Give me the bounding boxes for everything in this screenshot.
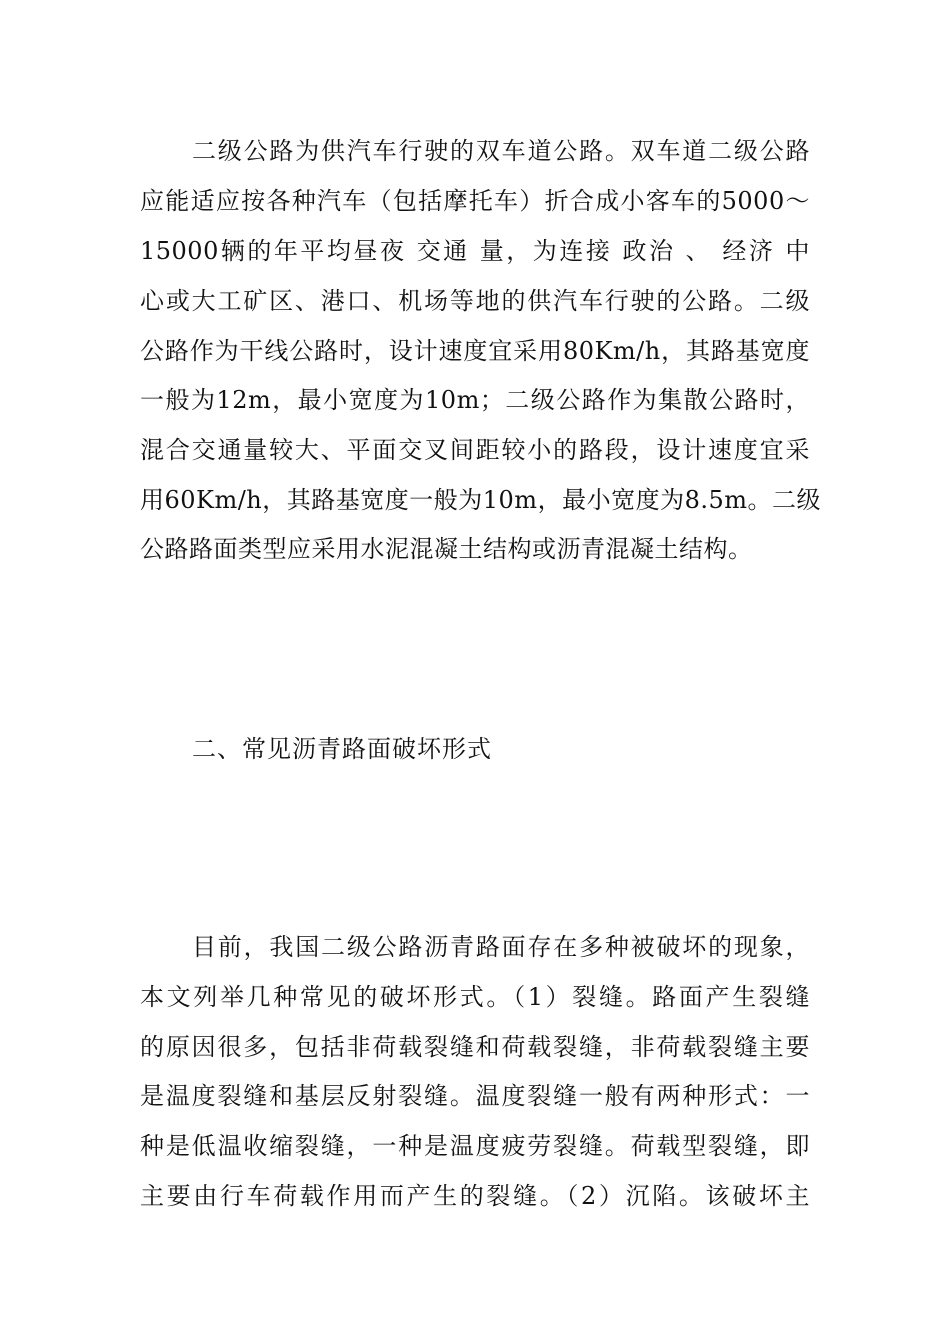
paragraph-line: 应能适应按各种汽车（包括摩托车）折合成小客车的5000～ — [140, 187, 810, 215]
paragraph-line: 公路路面类型应采用水泥混凝土结构或沥青混凝土结构。 — [140, 535, 753, 563]
paragraph-line: 15000辆的年平均昼夜 交通 量，为连接 政治 、 经济 中 — [140, 237, 810, 265]
paragraph-line: 目前，我国二级公路沥青路面存在多种被破坏的现象， — [192, 933, 810, 961]
paragraph-line: 主要由行车荷载作用而产生的裂缝。（2）沉陷。该破坏主 — [140, 1182, 810, 1210]
section-heading: 二、常见沥青路面破坏形式 — [192, 735, 492, 763]
paragraph-line: 二级公路为供汽车行驶的双车道公路。双车道二级公路 — [192, 137, 810, 165]
paragraph-line: 混合交通量较大、平面交叉间距较小的路段，设计速度宜采 — [140, 436, 810, 464]
paragraph-line: 是温度裂缝和基层反射裂缝。温度裂缝一般有两种形式：一 — [140, 1082, 810, 1110]
paragraph-line: 本文列举几种常见的破坏形式。（1）裂缝。路面产生裂缝 — [140, 983, 810, 1011]
paragraph-line: 种是低温收缩裂缝，一种是温度疲劳裂缝。荷载型裂缝，即 — [140, 1132, 810, 1160]
paragraph-line: 用60Km/h，其路基宽度一般为10m，最小宽度为8.5m。二级 — [140, 486, 821, 514]
paragraph-line: 的原因很多，包括非荷载裂缝和荷载裂缝，非荷载裂缝主要 — [140, 1033, 810, 1061]
paragraph-line: 心或大工矿区、港口、机场等地的供汽车行驶的公路。二级 — [140, 287, 810, 315]
paragraph-line: 公路作为干线公路时，设计速度宜采用80Km/h，其路基宽度 — [140, 337, 810, 365]
paragraph-line: 一般为12m，最小宽度为10m；二级公路作为集散公路时， — [140, 386, 810, 414]
